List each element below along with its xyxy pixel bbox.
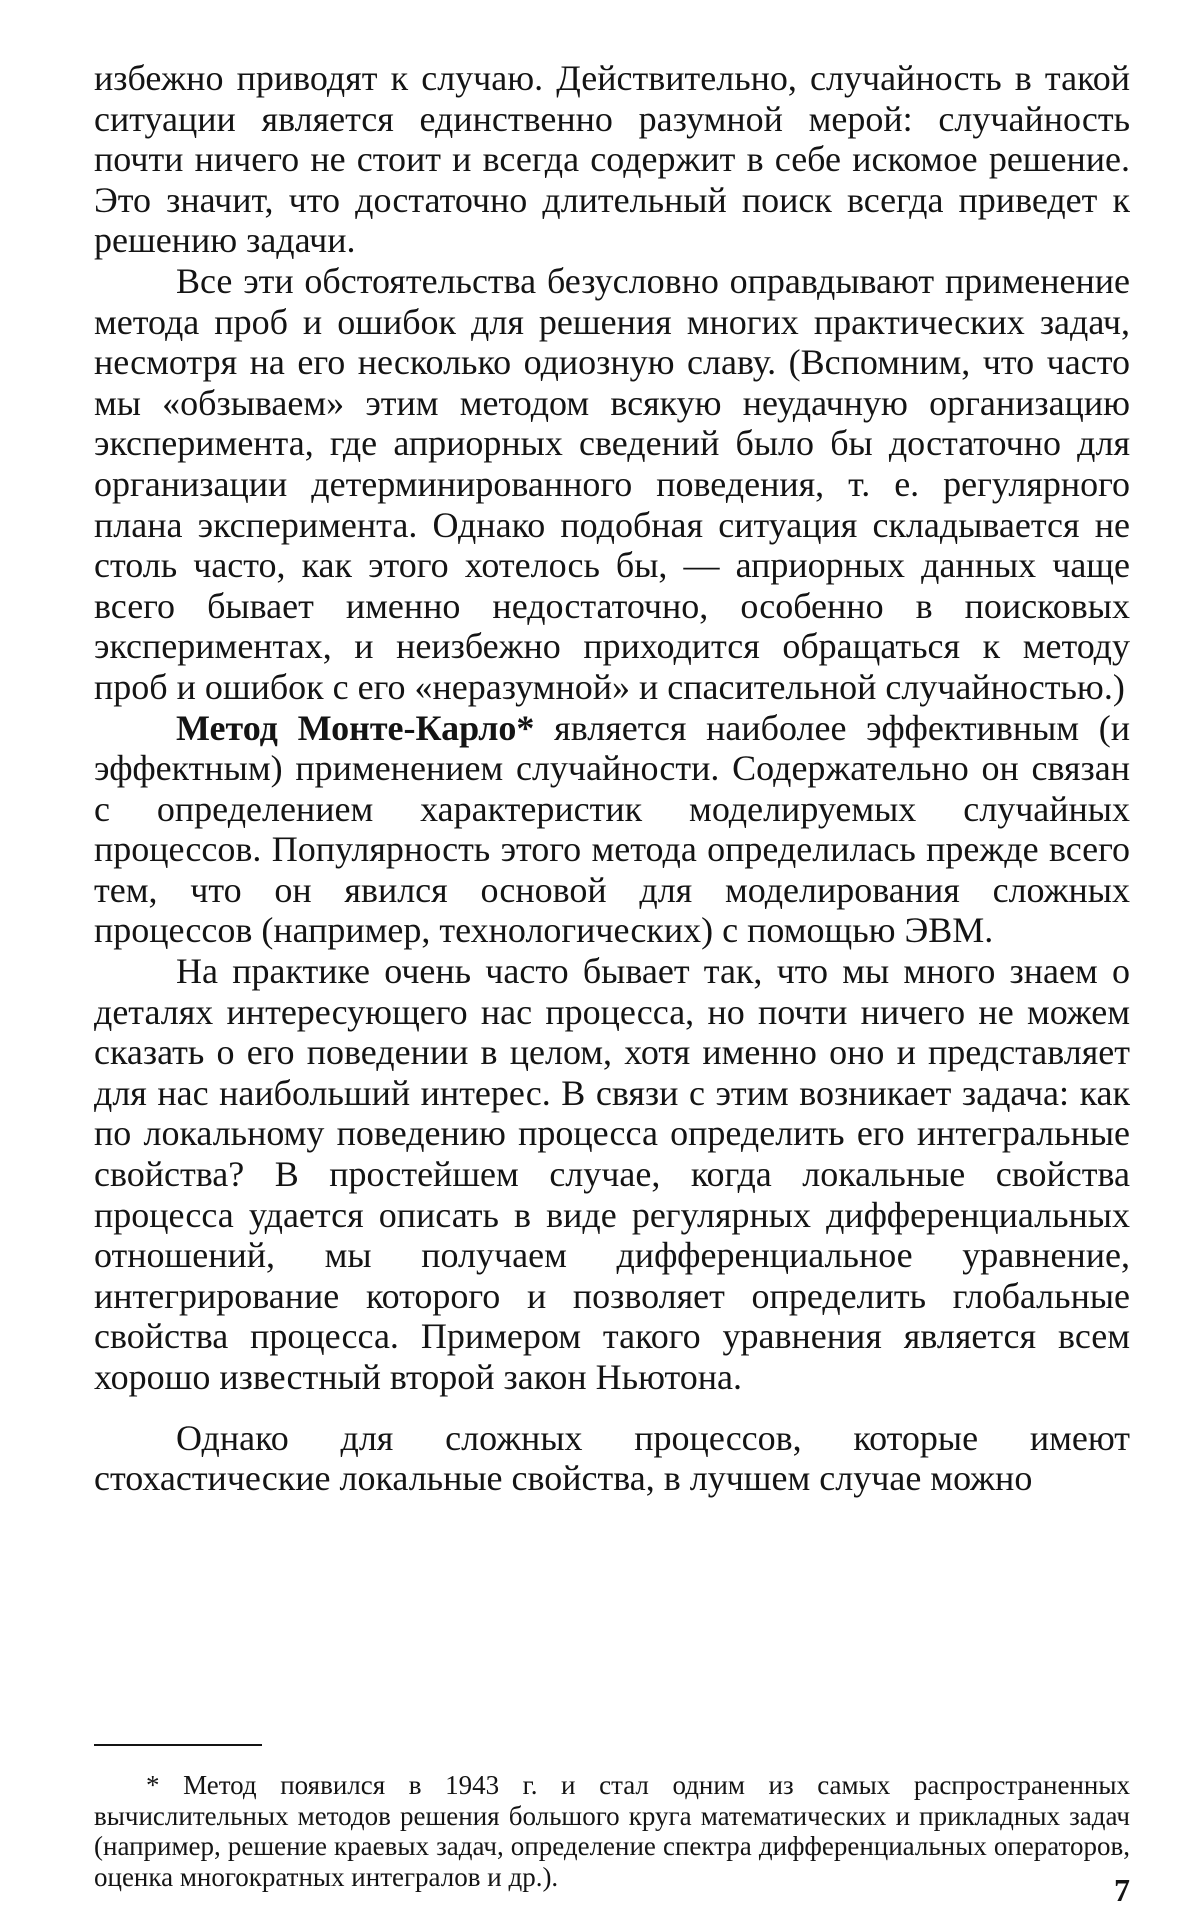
monte-carlo-term: Метод Монте-Карло* — [176, 707, 535, 748]
monte-carlo-text: является наиболее эффективным (и эффектным) применением случайности. Содержательно он связан с определением характеристик моделируемых случайных процессов. Популярность этого метода определилась прежде всего тем, что он явился основой для моделирования сложных процессов (например, технологических) с помощью ЭВМ. — [94, 707, 1131, 951]
footnote: * Метод появился в 1943 г. и стал одним из самых распространенных вычислительных методов решения большого круга математических и прикладных задач (например, решение краевых задач, определение спектра дифференциальных операторов, оценка многократных интегралов и др.). — [94, 1770, 1130, 1892]
footnote-divider — [94, 1744, 262, 1746]
paragraph-local-behavior: На практике очень часто бывает так, что мы много знаем о деталях интересующего нас процесса, но почти ничего не можем сказать о его поведении в целом, хотя именно оно и представляет для нас наибольший интерес. В связи с этим возникает задача: как по локальному поведению процесса определить его интегральные свойства? В простейшем случае, когда локальные свойства процесса удается описать в виде регулярных дифференциальных отношений, мы получаем дифференциальное уравнение, интегрирование которого и позволяет определить глобальные свойства процесса. Примером такого уравнения является всем хорошо известный второй закон Ньютона. — [94, 951, 1130, 1397]
paragraph-trial-and-error: Все эти обстоятельства безусловно оправдывают применение метода проб и ошибок для решения многих практических задач, несмотря на его несколько одиозную славу. (Вспомним, что часто мы «обзываем» этим методом всякую неудачную организацию эксперимента, где априорных сведений было бы достаточно для организации детерминированного поведения, т. е. регулярного плана эксперимента. Однако подобная ситуация складывается не столь часто, как этого хотелось бы, — априорных данных чаще всего бывает именно недостаточно, особенно в поисковых экспериментах, и неизбежно приходится обращаться к методу проб и ошибок с его «неразумной» и спасительной случайностью.) — [94, 260, 1130, 707]
paragraph-stochastic: Однако для сложных процессов, которые имеют стохастические локальные свойства, в лучшем случае можно — [94, 1417, 1130, 1499]
page-number: 7 — [1114, 1872, 1130, 1908]
paragraph-monte-carlo — [94, 708, 1130, 952]
main-text — [94, 58, 1130, 1499]
paragraph-continuation: избежно приводят к случаю. Действительно, случайность в такой ситуации является единственно разумной мерой: случайность почти ничего не стоит и всегда содержит в себе искомое решение. Это значит, что достаточно длительный поиск всегда приведет к решению задачи. — [94, 58, 1130, 261]
